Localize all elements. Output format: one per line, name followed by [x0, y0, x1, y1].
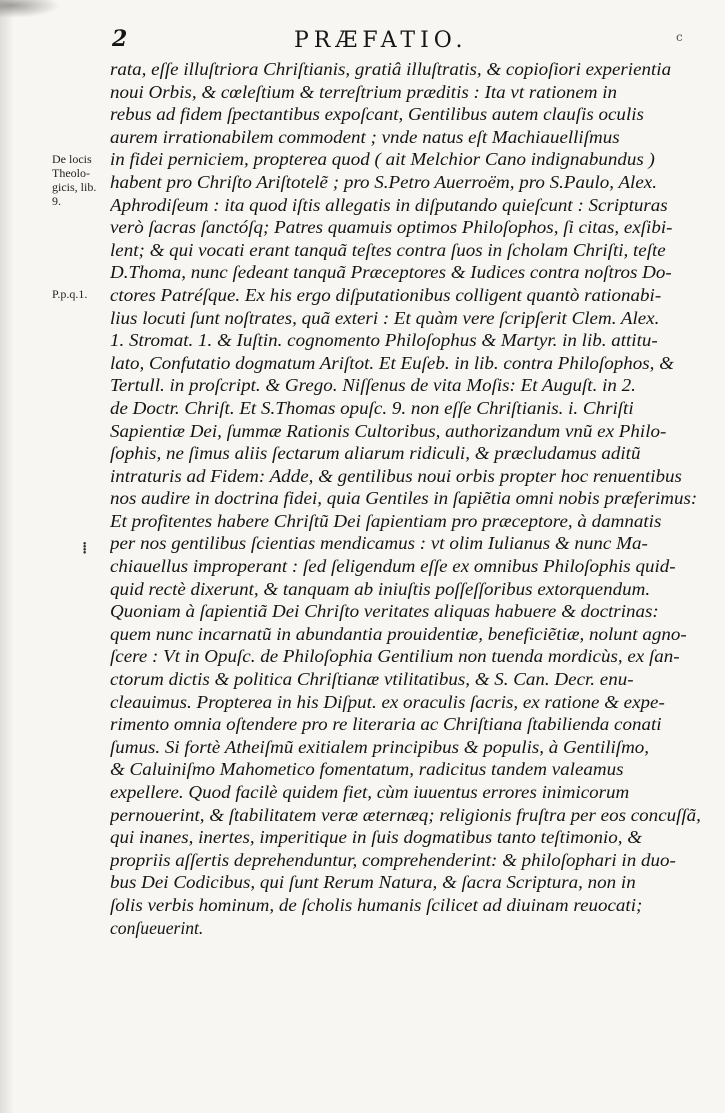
- text-line: ſcere : Vt in Opuſc. de Philoſophia Gentilium non tuenda mordicùs, ex ſan-: [110, 646, 680, 667]
- text-line: chiauellus improperant : ſed ſeligendum eſſe ex omnibus Philoſophis quid-: [110, 556, 676, 577]
- text-line: quem nunc incarnatũ in abundantia prouidentiæ, beneficiẽtiæ, nolunt agno-: [110, 623, 687, 644]
- scan-shadow: [0, 0, 14, 1113]
- text-line: bus Dei Codicibus, qui ſunt Rerum Natura, & ſacra Scriptura, non in: [110, 872, 636, 893]
- text-line: ſumus. Si fortè Atheiſmũ exitialem principibus & populis, à Gentiliſmo,: [110, 736, 650, 757]
- text-line: de Doctr. Chriſt. Et S.Thomas opuſc. 9. non eſſe Chriſtianis. i. Chriſti: [110, 397, 634, 418]
- text-line: rebus ad fidem ſpectantibus expoſcant, Gentilibus autem clauſis oculis: [110, 104, 644, 125]
- corner-mark: c: [676, 30, 683, 44]
- text-line: ctores Patréſque. Ex his ergo diſputationibus colligent quantò rationabi-: [110, 284, 662, 305]
- text-line: rata, eſſe illuſtriora Chriſtianis, gratiâ illuſtratis, & copioſiori experientia: [110, 59, 672, 79]
- text-line: intraturis ad Fidem: Adde, & gentilibus noui orbis propter hoc renuentibus: [110, 465, 682, 486]
- text-line: Quoniam à ſapientiã Dei Chriſto veritates aliquas habuere & doctrinas:: [110, 601, 659, 622]
- body-text: [110, 58, 712, 939]
- text-line: Aphrodiſeum : ita quod iſtis allegatis in diſputando quieſcunt : Scripturas: [110, 194, 668, 215]
- text-line: verò ſacras ſanctóſq; Patres quamuis optimos Philoſophos, ſi citas, exſibi-: [110, 217, 673, 238]
- text-line: 1. Stromat. 1. & Iuſtin. cognomento Philoſophus & Martyr. in lib. attitu-: [110, 330, 658, 351]
- text-line: conſueuerint.: [110, 917, 204, 938]
- text-line: per nos gentilibus ſcientias mendicamus : vt olim Iulianus & nunc Ma-: [110, 533, 648, 554]
- text-line: cleauimus. Propterea in his Diſput. ex oraculis ſacris, ex ratione & expe-: [110, 691, 665, 712]
- page-header: [0, 24, 725, 60]
- text-line: expellere. Quod facilè quidem fiet, cùm iuuentus errores inimicorum: [110, 782, 630, 802]
- text-line: aurem irrationabilem commodent ; vnde natus eſt Machiauelliſmus: [110, 126, 620, 147]
- ink-smudge: [0, 0, 60, 18]
- text-line: & Caluiniſmo Mahometico fomentatum, radicitus tandem valeamus: [110, 759, 624, 780]
- text-line: propriis aſſertis deprehenduntur, comprehenderint: & philoſophari in duo-: [110, 849, 676, 870]
- text-line: noui Orbis, & cœleſtium & terreſtrium præditis : Ita vt rationem in: [110, 81, 618, 102]
- text-line: D.Thoma, nunc ſedeant tanquã Præceptores & Iudices contra noſtros Do-: [110, 262, 672, 283]
- text-line: Sapientiæ Dei, ſummæ Rationis Cultoribus, authorizandum vnũ ex Philo-: [110, 420, 667, 441]
- text-line: nos audire in doctrina fidei, quia Gentiles in ſapiẽtia omni nobis præferimus:: [110, 488, 698, 509]
- text-line: in fidei perniciem, propterea quod ( ait Melchior Cano indignabundus ): [110, 149, 655, 170]
- text-line: qui inanes, inertes, imperitique in ſuis dogmatibus tanto teſtimonio, &: [110, 827, 643, 848]
- text-line: ſophis, ne ſimus aliis ſectarum aliarum ridiculi, & præcludamus aditũ: [110, 443, 641, 464]
- margin-note-ppq: P.p.q.1.: [52, 287, 88, 301]
- page-number: 2: [112, 26, 128, 52]
- text-line: lent; & qui vocati erant tanquã teſtes contra ſuos in ſcholam Chriſti, teſte: [110, 239, 666, 260]
- running-title: PRÆFATIO.: [294, 28, 468, 53]
- text-line: lato, Confutatio dogmatum Ariſtot. Et Euſeb. in lib. contra Philoſophos, &: [110, 352, 674, 373]
- text-line: Et profitentes habere Chriſtũ Dei ſapientiam pro præceptore, à damnatis: [110, 510, 662, 531]
- marginal-bracket-mark: ⁞: [82, 538, 88, 557]
- text-line: rimento omnia oſtendere pro re literaria ac Chriſtiana ſtabilienda conati: [110, 714, 662, 735]
- text-line: habent pro Chriſto Ariſtotelẽ ; pro S.Petro Auerroëm, pro S.Paulo, Alex.: [110, 171, 657, 192]
- text-line: lius locuti ſunt noſtrates, quã exteri : Et quàm vere ſcripſerit Clem. Alex.: [110, 307, 660, 328]
- text-line: pernouerint, & ſtabilitatem veræ æternæq; religionis fruſtra per eos concuſſã,: [110, 804, 701, 825]
- text-line: quid rectè dixerunt, & tanquam ab iniuſtis poſſeſſoribus extorquendum.: [110, 578, 651, 599]
- margin-note-de-locis: De locis Theolo- gicis, lib. 9.: [52, 152, 97, 208]
- text-line: ctorum dictis & politica Chriſtianæ vtilitatibus, & S. Can. Decr. enu-: [110, 669, 634, 690]
- text-line: Tertull. in proſcript. & Grego. Niſſenus de vita Moſis: Et Auguſt. in 2.: [110, 375, 636, 396]
- text-line: ſolis verbis hominum, de ſcholis humanis ſcilicet ad diuinam reuocati;: [110, 894, 643, 915]
